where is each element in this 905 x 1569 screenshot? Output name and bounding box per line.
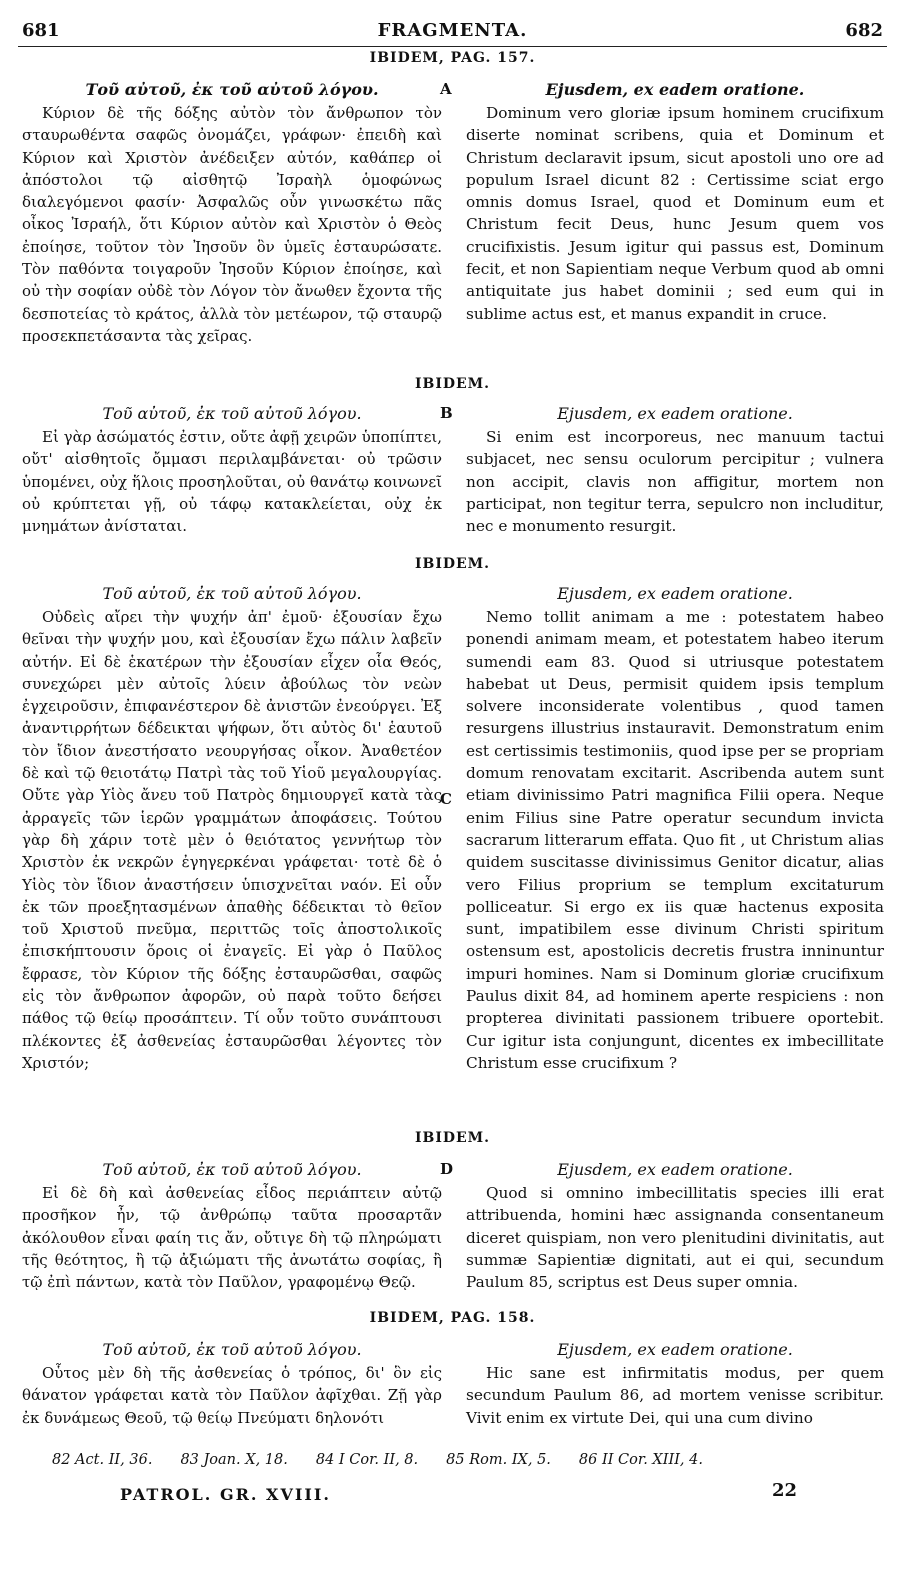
source-label: IBIDEM. — [414, 556, 491, 572]
greek-column — [22, 1340, 442, 1429]
latin-heading: Ejusdem, ex eadem oratione. — [557, 1340, 793, 1359]
greek-heading: Τοῦ αὐτοῦ, ἐκ τοῦ αὐτοῦ λόγου. — [102, 584, 362, 603]
greek-column — [22, 80, 442, 347]
latin-column — [466, 1160, 884, 1293]
footnotes — [52, 1452, 853, 1468]
latin-heading: Ejusdem, ex eadem oratione. — [557, 1160, 793, 1179]
source-label: IBIDEM, PAG. 158. — [369, 1310, 536, 1326]
greek-column — [22, 404, 442, 537]
footnote: 84 I Cor. II, 8. — [315, 1452, 419, 1468]
latin-column — [466, 80, 884, 325]
greek-heading: Τοῦ αὐτοῦ, ἐκ τοῦ αὐτοῦ λόγου. — [85, 80, 379, 99]
latin-text: Hic sane est infirmitatis modus, per quem secundum Paulum 86, ad mortem venisse scribitur. Vivit enim ex virtute Dei, qui una cum divino — [466, 1364, 884, 1427]
footnote: 85 Rom. IX, 5. — [446, 1452, 551, 1468]
latin-heading: Ejusdem, ex eadem oratione. — [545, 80, 805, 99]
margin-letter: A — [440, 80, 452, 98]
margin-letter: C — [440, 790, 452, 808]
source-label: IBIDEM, PAG. 157. — [369, 50, 536, 66]
latin-heading: Ejusdem, ex eadem oratione. — [557, 404, 793, 423]
running-header — [22, 20, 883, 44]
latin-column — [466, 584, 884, 1074]
greek-text: Οὗτος μὲν δὴ τῆς ἀσθενείας ὁ τρόπος, δι' ὃν εἰς θάνατον γράφεται κατὰ τὸν Παῦλον ἀφῖχθαι. Ζῇ γὰρ ἐκ δυνάμεως Θεοῦ, τῷ θείῳ Πνεύματι δηλονότι — [22, 1364, 442, 1427]
latin-text: Quod si omnino imbecillitatis species illi erat attribuenda, homini hæc assignanda consentaneum diceret quispiam, non vero plenitudini divinitatis, aut summæ Sapientiæ dignitati, aut ei qui, secundum Paulum 85, scriptus est Deus super omnia. — [466, 1184, 884, 1292]
page-number-left: 681 — [22, 20, 60, 41]
greek-heading: Τοῦ αὐτοῦ, ἐκ τοῦ αὐτοῦ λόγου. — [102, 404, 362, 423]
page-number-right: 682 — [845, 20, 883, 41]
signature-number: 22 — [772, 1480, 798, 1501]
header-rule — [18, 46, 887, 47]
greek-text: Εἰ δὲ δὴ καὶ ἀσθενείας εἶδος περιάπτειν αὐτῷ προσῆκον ἦν, τῷ ἀνθρώπῳ ταῦτα προσαρτᾶν ἀκόλουθον εἶναι φαίη τις ἄν, οὔτιγε δὴ τῷ πληρώματι τῆς θεότητος, ἢ τῷ ἀξιώματι τῆς ἀνωτάτω σοφίας, ἢ τῷ ἐπὶ πάντων, κατὰ τὸν Παῦλον, γραφομένῳ Θεῷ. — [22, 1184, 442, 1292]
latin-text: Si enim est incorporeus, nec manuum tactui subjacet, nec sensu oculorum percipitur ; vulnera non accipit, clavis non affigitur, mortem non participat, non tegitur terra, sepulcro non includitur, nec e monumento resurgit. — [466, 428, 884, 536]
latin-column — [466, 1340, 884, 1429]
latin-text: Nemo tollit animam a me : potestatem habeo ponendi animam meam, et potestatem habeo iterum sumendi eam 83. Quod si utriusque potestatem habebat ut Deus, permisit quidem ipsis templum solvere inconsiderate volentibus , quod tamen resurgens illustrius instauravit. Demonstratum enim est certissimis testimoniis, quod ipse per se propriam domum renovatam excitarit. Ascribenda autem sunt etiam divinissimo Patri magnifica Filii opera. Neque enim Filius sine Patre operatur secundum invicta sacrarum litterarum effata. Quo fit , ut Christum alias quidem suscitasse divinissimus Genitor dicatur, alias vero Filius proprium se templum excitaturum polliceatur. Si ergo ex iis quæ hactenus exposita sunt, impatibilem esse divinum Christi spiritum ostensum est, apostolicis decretis frustra inninuntur impuri homines. Nam si Dominum gloriæ crucifixum Paulus dixit 84, ad hominem aperte respiciens : non propterea divinitati passionem tribuere oportebit. Cur igitur ista conjungunt, dicentes ex imbecillitate Christum esse crucifixum ? — [466, 608, 884, 1072]
footnote: 82 Act. II, 36. — [52, 1452, 153, 1468]
greek-column — [22, 1160, 442, 1293]
latin-column — [466, 404, 884, 537]
greek-heading: Τοῦ αὐτοῦ, ἐκ τοῦ αὐτοῦ λόγου. — [102, 1160, 362, 1179]
greek-text: Οὐδεὶς αἴρει τὴν ψυχήν ἀπ' ἐμοῦ· ἐξουσίαν ἔχω θεῖναι τὴν ψυχήν μου, καὶ ἐξουσίαν ἔχω πάλιν λαβεῖν αὐτήν. Εἰ δὲ ἑκατέρων τὴν ἐξουσίαν εἶχεν οἷα Θεός, συνεχώρει μὲν αὐτοῖς λύειν ἀβούλως τὸν νεὼν ἐγχειροῦσιν, ἐπιφανέστερον δὲ ἀνιστῶν ἐνεούργει. Ἐξ ἀναντιρρήτων δέδεικται ψήφων, ὅτι αὐτὸς δι' ἑαυτοῦ τὸν ἴδιον ἀνεστήσατο νεουργήσας οἶκον. Ἀναθετέον δὲ καὶ τῷ θειοτάτῳ Πατρὶ τὰς τοῦ Υἱοῦ μεγαλουργίας. Οὔτε γὰρ Υἱὸς ἄνευ τοῦ Πατρὸς δημιουργεῖ κατὰ τὰς ἀρραγεῖς τῶν ἱερῶν γραμμάτων ἀποφάσεις. Τούτου γὰρ δὴ χάριν τοτὲ μὲν ὁ θειότατος γεννήτωρ τὸν Χριστὸν ἐκ νεκρῶν ἐγηγερκέναι γράφεται· τοτὲ δὲ ὁ Υἱὸς τὸν ἴδιον ἀναστήσειν ὑπισχνεῖται ναόν. Εἰ οὖν ἐκ τῶν προεξητασμένων ἀπαθὴς δέδεικται τὸ θεῖον τοῦ Χριστοῦ πνεῦμα, περιττῶς τοῖς ἀποστολικοῖς ἐπισκήπτουσιν ὅροις οἱ ἐναγεῖς. Εἰ γὰρ ὁ Παῦλος ἔφρασε, τὸν Κύριον τῆς δόξης ἐσταυρῶσθαι, σαφῶς εἰς τὸν ἄνθρωπον ἀφορῶν, οὐ παρὰ τοῦτο δεήσει πάθος τῷ θείῳ προσάπτειν. Τί οὖν τοῦτο συνάπτουσι πλέκοντες ἐξ ἀσθενείας ἐσταυρῶσθαι λέγοντες τὸν Χριστόν; — [22, 608, 442, 1072]
footnote: 83 Joan. X, 18. — [180, 1452, 288, 1468]
greek-heading: Τοῦ αὐτοῦ, ἐκ τοῦ αὐτοῦ λόγου. — [102, 1340, 362, 1359]
margin-letter: B — [440, 404, 453, 422]
source-label: IBIDEM. — [414, 376, 491, 392]
greek-text: Εἰ γὰρ ἀσώματός ἐστιν, οὔτε ἀφῇ χειρῶν ὑποπίπτει, οὔτ' αἰσθητοῖς ὄμμασι περιλαμβάνεται· οὐ τρῶσιν ὑπομένει, οὐχ ἥλοις προσηλοῦται, οὐ θανάτῳ κοινωνεῖ οὐ κρύπτεται γῇ, οὐ τάφῳ κατακλείεται, οὐχ ἐκ μνημάτων ἀνίσταται. — [22, 428, 442, 536]
greek-column — [22, 584, 442, 1074]
source-label: IBIDEM. — [414, 1130, 491, 1146]
margin-letter: D — [440, 1160, 454, 1178]
imprint: PATROL. GR. XVIII. — [120, 1485, 331, 1504]
greek-text: Κύριον δὲ τῆς δόξης αὐτὸν τὸν ἄνθρωπον τὸν σταυρωθέντα σαφῶς ὀνομάζει, γράφων· ἐπειδὴ καὶ Κύριον καὶ Χριστὸν ἀνέδειξεν αὐτόν, καθάπερ οἱ ἀπόστολοι τῷ αἰσθητῷ Ἰσραὴλ ὁμοφώνως διαλεγόμενοι φασίν· Ἀσφαλῶς οὖν γινωσκέτω πᾶς οἶκος Ἰσραήλ, ὅτι Κύριον αὐτὸν καὶ Χριστὸν ὁ Θεὸς ἐποίησε, τοῦτον τὸν Ἰησοῦν ὃν ὑμεῖς ἐσταυρώσατε. Τὸν παθόντα τοιγαροῦν Ἰησοῦν Κύριον ἐποίησε, καὶ οὐ τὴν σοφίαν οὐδὲ τὸν Λόγον τὸν ἄνωθεν ἔχοντα τῆς δεσποτείας τὸ κράτος, ἀλλὰ τὸν μετέωρον, τῷ σταυρῷ προσεκπετάσαντα τὰς χεῖρας. — [22, 104, 442, 345]
latin-heading: Ejusdem, ex eadem oratione. — [557, 584, 793, 603]
running-title: FRAGMENTA. — [377, 20, 528, 41]
footnote: 86 II Cor. XIII, 4. — [578, 1452, 703, 1468]
latin-text: Dominum vero gloriæ ipsum hominem crucifixum diserte nominat scribens, quia et Dominum et Christum declaravit ipsum, sicut apostoli uno ore ad populum Israel dicunt 82 : Certissime sciat ergo omnis domus Israel, quod et Dominum eum et Christum fecit Deus, hunc Jesum quem vos crucifixistis. Jesum igitur qui passus est, Dominum fecit, et non Sapientiam neque Verbum quod ab omni antiquitate jus habet dominii ; sed eum qui in sublime actus est, et manus expandit in cruce. — [466, 104, 884, 323]
